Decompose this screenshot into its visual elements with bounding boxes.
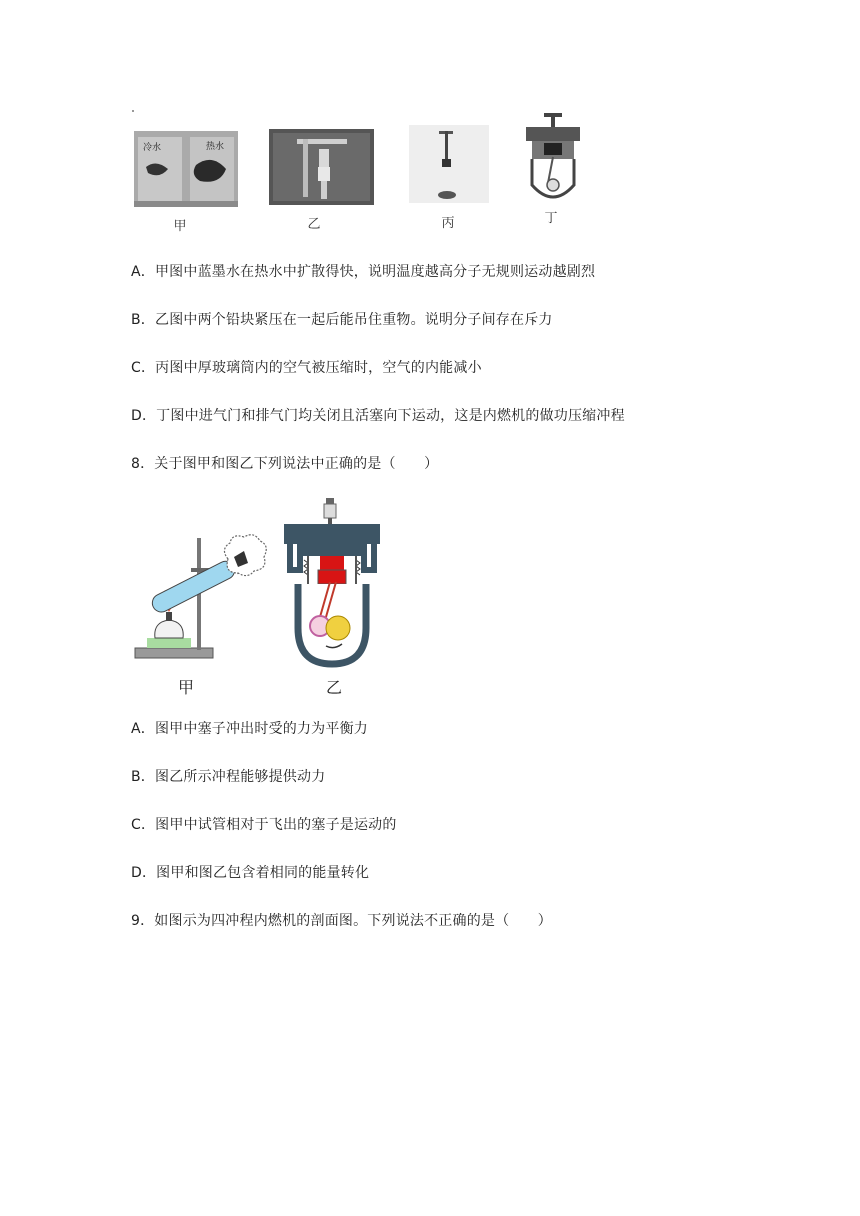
q7-option-d: D．丁图中进气门和排气门均关闭且活塞向下运动，这是内燃机的做功压缩冲程 xyxy=(131,408,625,424)
q9-stem: 9．如图示为四冲程内燃机的剖面图。下列说法不正确的是（ ） xyxy=(131,913,552,929)
photo-lead-blocks xyxy=(269,129,374,205)
q8-option-a: A．图甲中塞子冲出时受的力为平衡力 xyxy=(131,721,368,737)
q8-stem: 8．关于图甲和图乙下列说法中正确的是（ ） xyxy=(131,456,439,472)
q8-option-d: D．图甲和图乙包含着相同的能量转化 xyxy=(131,865,370,881)
photo-glass-cylinder xyxy=(409,125,489,203)
q7-option-c: C．丙图中厚玻璃筒内的空气被压缩时，空气的内能减小 xyxy=(131,360,482,376)
engine-small-diagram xyxy=(524,113,582,207)
caption-yi: 乙 xyxy=(307,217,321,232)
q7-option-b: B．乙图中两个铅块紧压在一起后能吊住重物。说明分子间存在斥力 xyxy=(131,312,553,328)
photo-label-hot: 热水 xyxy=(206,142,225,152)
q8-option-b: B．图乙所示冲程能够提供动力 xyxy=(131,769,326,785)
diagram-steam-cloud xyxy=(220,533,268,579)
photo-label-cold: 冷水 xyxy=(143,143,162,153)
caption-jia: 甲 xyxy=(173,219,187,234)
q7-option-a: A．甲图中蓝墨水在热水中扩散得快，说明温度越高分子无规则运动越剧烈 xyxy=(131,264,596,280)
caption-q8-jia: 甲 xyxy=(177,678,194,697)
scan-speck xyxy=(132,110,134,112)
diagram-engine-cross-section xyxy=(282,498,382,666)
caption-ding: 丁 xyxy=(544,211,558,226)
q8-option-c: C．图甲中试管相对于飞出的塞子是运动的 xyxy=(131,817,397,833)
caption-bing: 丙 xyxy=(441,216,455,231)
caption-q8-yi: 乙 xyxy=(325,678,342,697)
